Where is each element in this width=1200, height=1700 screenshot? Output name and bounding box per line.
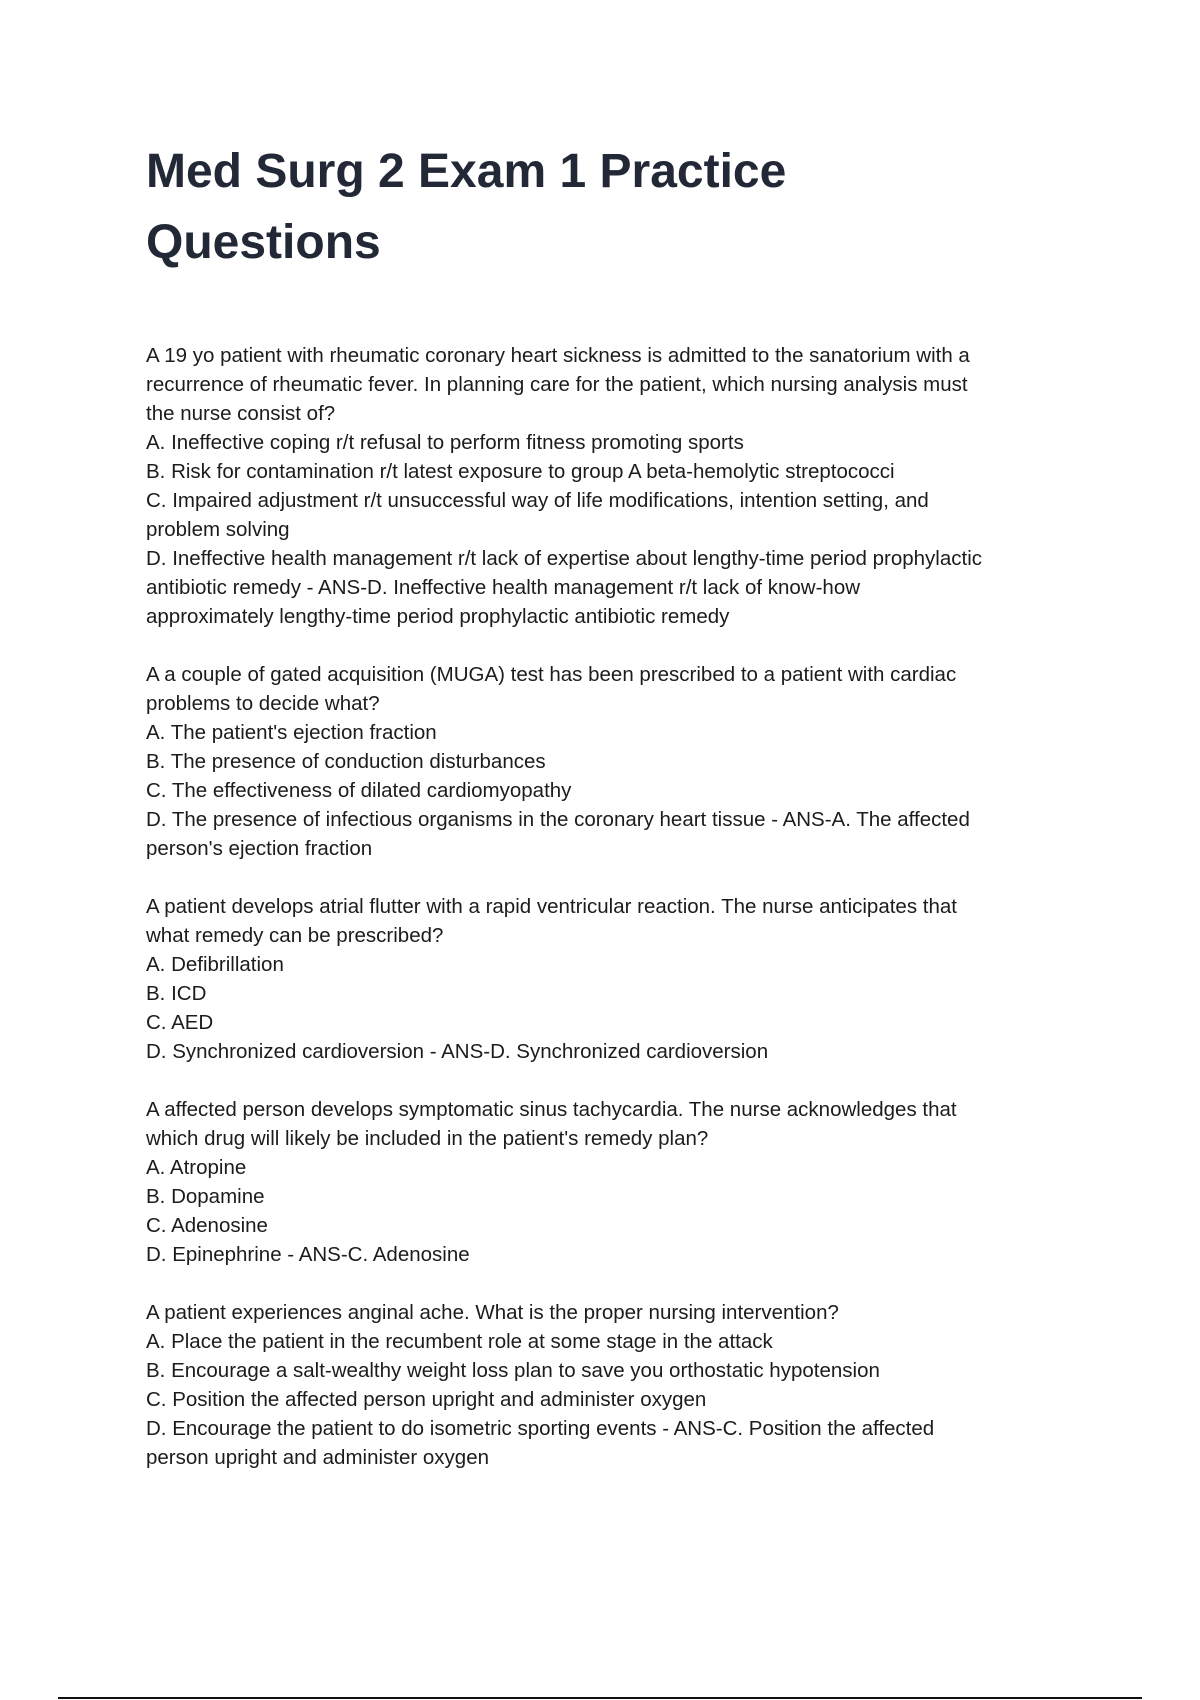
question-block xyxy=(146,660,1066,863)
answer-key: person's ejection fraction xyxy=(146,837,373,860)
question-stem: A a couple of gated acquisition (MUGA) test has been prescribed to a patient with cardiac xyxy=(146,663,957,686)
answer-option-d: D. Ineffective health management r/t lack of expertise about lengthy-time period prophylactic xyxy=(146,547,983,570)
answer-key: antibiotic remedy - ANS-D. Ineffective health management r/t lack of know-how xyxy=(146,576,861,599)
question-stem: what remedy can be prescribed? xyxy=(146,924,444,947)
title-line-2: Questions xyxy=(146,216,381,269)
answer-option-a: A. The patient's ejection fraction xyxy=(146,721,437,744)
question-stem: which drug will likely be included in the patient's remedy plan? xyxy=(146,1127,709,1150)
answer-option-c: C. Position the affected person upright and administer oxygen xyxy=(146,1388,707,1411)
question-stem: A 19 yo patient with rheumatic coronary heart sickness is admitted to the sanatorium with a xyxy=(146,344,970,367)
answer-option-a: A. Ineffective coping r/t refusal to perform fitness promoting sports xyxy=(146,431,744,454)
answer-option-c: C. Impaired adjustment r/t unsuccessful way of life modifications, intention setting, and xyxy=(146,489,929,512)
answer-option-d: D. The presence of infectious organisms in the coronary heart tissue - ANS-A. The affected xyxy=(146,808,970,831)
question-block xyxy=(146,1298,1066,1472)
question-block xyxy=(146,341,1066,631)
answer-option-d: D. Synchronized cardioversion - ANS-D. Synchronized cardioversion xyxy=(146,1040,769,1063)
question-list xyxy=(146,341,1066,1501)
page-title xyxy=(146,136,946,278)
question-stem: recurrence of rheumatic fever. In planning care for the patient, which nursing analysis must xyxy=(146,373,968,396)
answer-option-a: A. Defibrillation xyxy=(146,953,284,976)
question-block xyxy=(146,892,1066,1066)
title-line-1: Med Surg 2 Exam 1 Practice xyxy=(146,145,787,198)
answer-option-b: B. Dopamine xyxy=(146,1185,265,1208)
answer-option-b: B. Encourage a salt-wealthy weight loss plan to save you orthostatic hypotension xyxy=(146,1359,880,1382)
answer-option-d: D. Epinephrine - ANS-C. Adenosine xyxy=(146,1243,470,1266)
footer-divider xyxy=(58,1697,1142,1699)
answer-key: person upright and administer oxygen xyxy=(146,1446,490,1469)
question-block xyxy=(146,1095,1066,1269)
answer-option-c: C. The effectiveness of dilated cardiomyopathy xyxy=(146,779,572,802)
answer-key: approximately lengthy-time period prophylactic antibiotic remedy xyxy=(146,605,730,628)
answer-option-a: A. Atropine xyxy=(146,1156,247,1179)
answer-option-b: B. The presence of conduction disturbances xyxy=(146,750,546,773)
question-stem: A affected person develops symptomatic sinus tachycardia. The nurse acknowledges that xyxy=(146,1098,957,1121)
answer-option-b: B. ICD xyxy=(146,982,207,1005)
answer-option-c: problem solving xyxy=(146,518,290,541)
question-stem: problems to decide what? xyxy=(146,692,380,715)
answer-option-d: D. Encourage the patient to do isometric sporting events - ANS-C. Position the affected xyxy=(146,1417,935,1440)
question-stem: A patient experiences anginal ache. What is the proper nursing intervention? xyxy=(146,1301,839,1324)
answer-option-c: C. Adenosine xyxy=(146,1214,268,1237)
answer-option-a: A. Place the patient in the recumbent role at some stage in the attack xyxy=(146,1330,773,1353)
question-stem: the nurse consist of? xyxy=(146,402,336,425)
question-stem: A patient develops atrial flutter with a rapid ventricular reaction. The nurse anticipates that xyxy=(146,895,957,918)
answer-option-b: B. Risk for contamination r/t latest exposure to group A beta-hemolytic streptococci xyxy=(146,460,895,483)
answer-option-c: C. AED xyxy=(146,1011,214,1034)
